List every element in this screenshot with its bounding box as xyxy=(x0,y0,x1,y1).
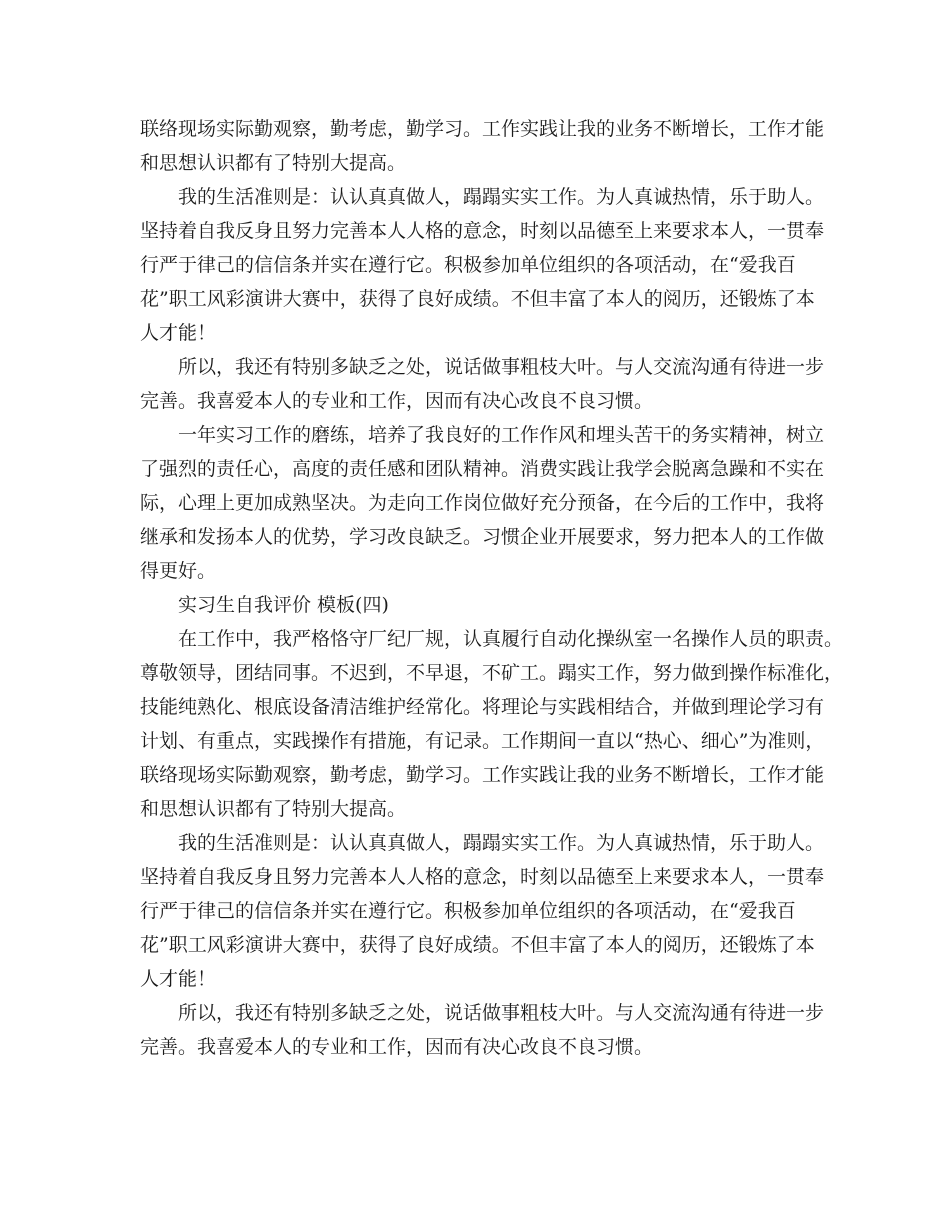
text-line: 和思想认识都有了特别大提高。 xyxy=(140,798,407,820)
text-line: 和思想认识都有了特别大提高。 xyxy=(140,152,407,174)
text-line: 尊敬领导，团结同事。不迟到，不早退，不矿工。蹋实工作，努力做到操作标准化， xyxy=(140,662,844,684)
paragraph-start: 我的生活准则是：认认真真做人，蹋蹋实实工作。为人真诚热情，乐于助人。 xyxy=(178,186,825,208)
text-line: 完善。我喜爱本人的专业和工作，因而有决心改良不良习惯。 xyxy=(140,1036,654,1058)
paragraph-start: 所以，我还有特别多缺乏之处，说话做事粗枝大叶。与人交流沟通有待进一步 xyxy=(178,1002,825,1024)
text-line: 联络现场实际勤观察，勤考虑，勤学习。工作实践让我的业务不断增长，工作才能 xyxy=(140,118,825,140)
paragraph-start: 我的生活准则是：认认真真做人，蹋蹋实实工作。为人真诚热情，乐于助人。 xyxy=(178,832,825,854)
paragraph-start: 所以，我还有特别多缺乏之处，说话做事粗枝大叶。与人交流沟通有待进一步 xyxy=(178,356,825,378)
text-line: 人才能！ xyxy=(140,322,217,344)
section-heading: 实习生自我评价 模板(四) xyxy=(178,594,389,616)
text-line: 坚持着自我反身且努力完善本人人格的意念，时刻以品德至上来要求本人，一贯奉 xyxy=(140,220,825,242)
text-line: 花”职工风彩演讲大赛中，获得了良好成绩。不但丰富了本人的阅历，还锻炼了本 xyxy=(140,288,815,310)
document-body xyxy=(140,112,844,1064)
text-line: 花”职工风彩演讲大赛中，获得了良好成绩。不但丰富了本人的阅历，还锻炼了本 xyxy=(140,934,815,956)
text-line: 行严于律己的信信条并实在遵行它。积极参加单位组织的各项活动，在“爱我百 xyxy=(140,254,796,276)
text-line: 完善。我喜爱本人的专业和工作，因而有决心改良不良习惯。 xyxy=(140,390,654,412)
text-line: 继承和发扬本人的优势，学习改良缺乏。习惯企业开展要求，努力把本人的工作做 xyxy=(140,526,825,548)
text-line: 得更好。 xyxy=(140,560,217,582)
text-line: 行严于律己的信信条并实在遵行它。积极参加单位组织的各项活动，在“爱我百 xyxy=(140,900,796,922)
text-line: 人才能！ xyxy=(140,968,217,990)
text-line: 了强烈的责任心，高度的责任感和团队精神。消费实践让我学会脱离急躁和不实在 xyxy=(140,458,825,480)
text-line: 技能纯熟化、根底设备清洁维护经常化。将理论与实践相结合，并做到理论学习有 xyxy=(140,696,825,718)
text-line: 计划、有重点，实践操作有措施，有记录。工作期间一直以“热心、细心”为准则， xyxy=(140,730,825,752)
paragraph-start: 一年实习工作的磨练，培养了我良好的工作作风和埋头苦干的务实精神，树立 xyxy=(178,424,825,446)
text-line: 际，心理上更加成熟坚决。为走向工作岗位做好充分预备，在今后的工作中，我将 xyxy=(140,492,825,514)
text-line: 坚持着自我反身且努力完善本人人格的意念，时刻以品德至上来要求本人，一贯奉 xyxy=(140,866,825,888)
text-line: 联络现场实际勤观察，勤考虑，勤学习。工作实践让我的业务不断增长，工作才能 xyxy=(140,764,825,786)
paragraph-start: 在工作中，我严格恪守厂纪厂规，认真履行自动化操纵室一名操作人员的职责。 xyxy=(178,628,844,650)
